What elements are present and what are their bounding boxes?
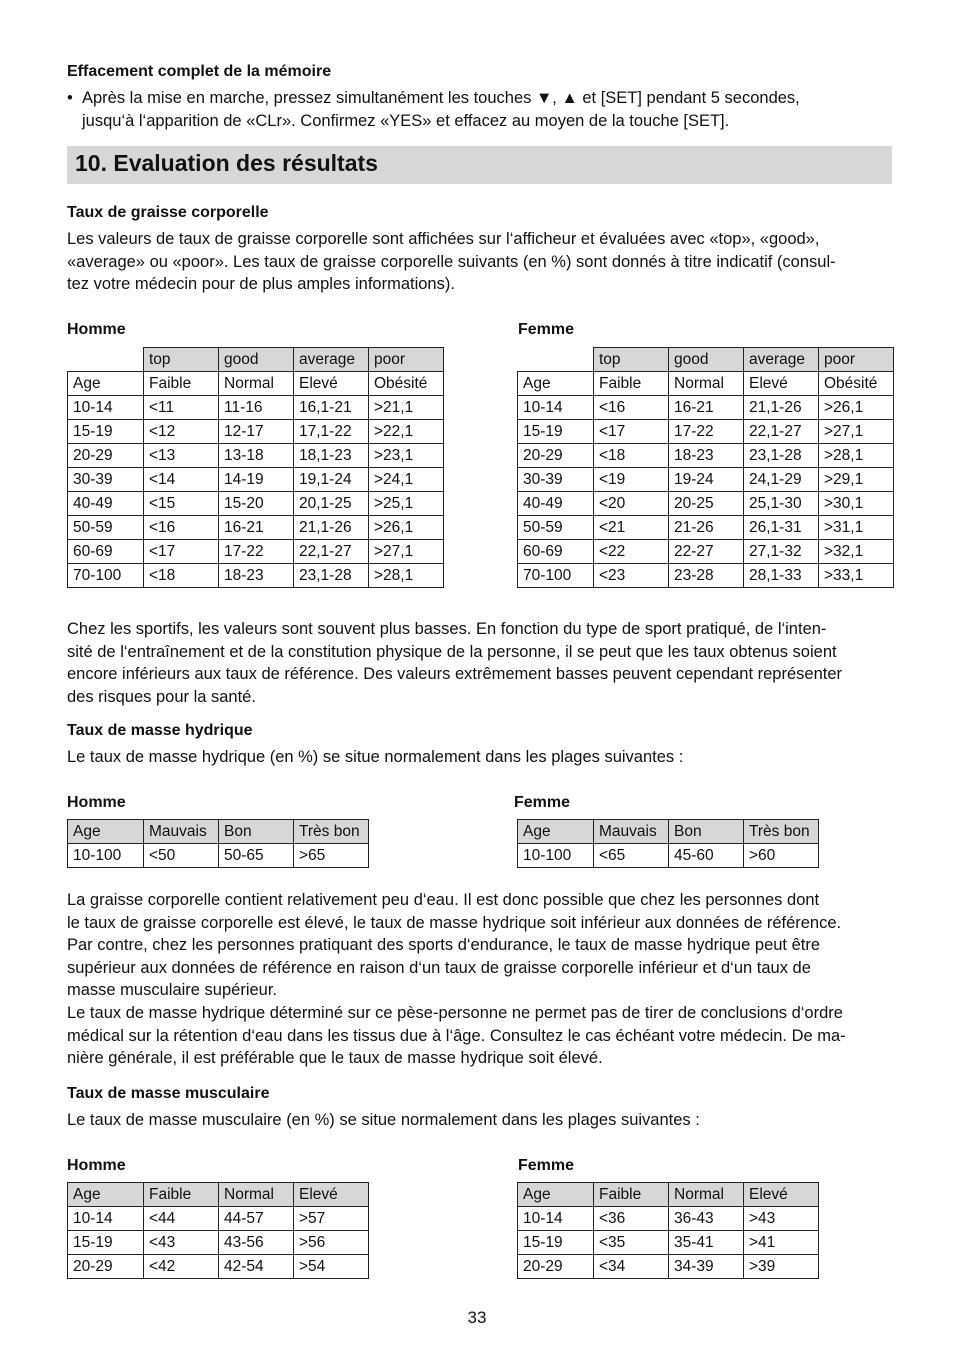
table-cell: good xyxy=(669,348,744,372)
table-cell: good xyxy=(219,348,294,372)
muscle-men-table-body xyxy=(68,1183,369,1279)
table-row xyxy=(68,468,444,492)
table-cell: 16-21 xyxy=(219,516,294,540)
table-cell: <19 xyxy=(594,468,669,492)
table-row xyxy=(518,468,894,492)
table-cell: >54 xyxy=(294,1255,369,1279)
table-cell: <35 xyxy=(594,1231,669,1255)
table-row xyxy=(68,396,444,420)
table-cell: 22,1-27 xyxy=(744,420,819,444)
table-cell: >60 xyxy=(744,844,819,868)
table-header-row xyxy=(68,348,444,372)
table-cell: 17-22 xyxy=(669,420,744,444)
table-cell: 35-41 xyxy=(669,1231,744,1255)
table-row xyxy=(68,1207,369,1231)
table-cell: 13-18 xyxy=(219,444,294,468)
table-cell: Mauvais xyxy=(594,820,669,844)
table-row xyxy=(518,492,894,516)
muscle-men-table xyxy=(67,1182,369,1279)
water-men-label: Homme xyxy=(67,794,126,811)
fat-men-table-body xyxy=(68,348,444,588)
table-cell: <14 xyxy=(144,468,219,492)
water-heading: Taux de masse hydrique xyxy=(67,722,253,739)
table-row xyxy=(518,540,894,564)
muscle-women-table-body xyxy=(518,1183,819,1279)
table-cell: <20 xyxy=(594,492,669,516)
table-cell: <22 xyxy=(594,540,669,564)
table-cell: Très bon xyxy=(744,820,819,844)
water-after-line: La graisse corporelle contient relativement peu d‘eau. Il est donc possible que chez les personnes dont xyxy=(67,891,820,909)
fat-after-line: sité de l‘entraînement et de la constitution physique de la personne, il se peut que les taux obtenus soient xyxy=(67,642,837,661)
table-cell: average xyxy=(744,348,819,372)
table-cell: <36 xyxy=(594,1207,669,1231)
fat-after-paragraph xyxy=(67,618,897,708)
table-cell: Très bon xyxy=(294,820,369,844)
table-cell: 15-19 xyxy=(68,420,144,444)
table-cell: 25,1-30 xyxy=(744,492,819,516)
fat-intro-line: Les valeurs de taux de graisse corporelle sont affichées sur l‘afficheur et évaluées avec «top», «good», xyxy=(67,230,820,248)
table-cell: >65 xyxy=(294,844,369,868)
table-cell: Age xyxy=(68,1183,144,1207)
table-cell: 28,1-33 xyxy=(744,564,819,588)
table-cell: <42 xyxy=(144,1255,219,1279)
table-cell: <17 xyxy=(144,540,219,564)
table-cell: >32,1 xyxy=(819,540,894,564)
table-cell: 44-57 xyxy=(219,1207,294,1231)
table-cell: 15-19 xyxy=(68,1231,144,1255)
table-row xyxy=(518,396,894,420)
table-cell: 30-39 xyxy=(518,468,594,492)
table-cell: 15-19 xyxy=(518,420,594,444)
table-cell: <11 xyxy=(144,396,219,420)
table-row xyxy=(518,844,819,868)
table-cell: 14-19 xyxy=(219,468,294,492)
table-cell: 17-22 xyxy=(219,540,294,564)
table-cell: 45-60 xyxy=(669,844,744,868)
table-header-row xyxy=(68,372,444,396)
table-cell: 15-20 xyxy=(219,492,294,516)
table-cell: 26,1-31 xyxy=(744,516,819,540)
table-cell: >27,1 xyxy=(819,420,894,444)
table-cell: 22,1-27 xyxy=(294,540,369,564)
table-cell: Age xyxy=(518,372,594,396)
table-cell: 23-28 xyxy=(669,564,744,588)
water-intro: Le taux de masse hydrique (en %) se situe normalement dans les plages suivantes : xyxy=(67,748,684,766)
table-cell: >26,1 xyxy=(369,516,444,540)
table-cell: >26,1 xyxy=(819,396,894,420)
fat-intro-line: «average» ou «poor». Les taux de graisse corporelle suivants (en %) sont donnés à titre indicatif (consul- xyxy=(67,252,836,271)
table-cell: 27,1-32 xyxy=(744,540,819,564)
table-cell: <12 xyxy=(144,420,219,444)
table-cell: 40-49 xyxy=(518,492,594,516)
table-cell: 22-27 xyxy=(669,540,744,564)
table-cell: >41 xyxy=(744,1231,819,1255)
table-cell: 10-14 xyxy=(518,1207,594,1231)
table-cell: <15 xyxy=(144,492,219,516)
table-cell: Normal xyxy=(669,372,744,396)
water-men-table-body xyxy=(68,820,369,868)
table-cell: Age xyxy=(68,820,144,844)
water-women-table-body xyxy=(518,820,819,868)
fat-women-table-body xyxy=(518,348,894,588)
table-cell: 36-43 xyxy=(669,1207,744,1231)
table-header-row xyxy=(518,372,894,396)
fat-men-table xyxy=(67,347,444,588)
table-row xyxy=(68,564,444,588)
table-cell: poor xyxy=(819,348,894,372)
water-after-paragraph xyxy=(67,889,897,1070)
table-cell: Faible xyxy=(594,372,669,396)
table-cell: >31,1 xyxy=(819,516,894,540)
muscle-intro: Le taux de masse musculaire (en %) se situe normalement dans les plages suivantes : xyxy=(67,1111,700,1129)
table-cell: 20-29 xyxy=(68,444,144,468)
table-cell: 10-14 xyxy=(518,396,594,420)
table-cell: 20-25 xyxy=(669,492,744,516)
table-cell: <44 xyxy=(144,1207,219,1231)
water-after-line: Par contre, chez les personnes pratiquant des sports d‘endurance, le taux de masse hydrique peut être xyxy=(67,936,821,955)
table-header-row xyxy=(68,1183,369,1207)
table-cell: Bon xyxy=(219,820,294,844)
table-empty-cell xyxy=(518,348,594,372)
table-row xyxy=(518,564,894,588)
table-cell: 50-59 xyxy=(68,516,144,540)
table-cell: top xyxy=(594,348,669,372)
table-cell: 30-39 xyxy=(68,468,144,492)
water-women-table xyxy=(517,819,819,868)
table-cell: Normal xyxy=(219,1183,294,1207)
table-cell: <13 xyxy=(144,444,219,468)
muscle-women-label: Femme xyxy=(518,1157,575,1174)
table-cell: 42-54 xyxy=(219,1255,294,1279)
table-cell: 40-49 xyxy=(68,492,144,516)
table-row xyxy=(518,1231,819,1255)
table-cell: >27,1 xyxy=(369,540,444,564)
water-after-line: Le taux de masse hydrique déterminé sur ce pèse-personne ne permet pas de tirer de conclusions d‘ordre xyxy=(67,1003,843,1022)
table-cell: 10-100 xyxy=(68,844,144,868)
table-cell: Age xyxy=(68,372,144,396)
table-cell: 16,1-21 xyxy=(294,396,369,420)
table-cell: <50 xyxy=(144,844,219,868)
bullet-marker: • xyxy=(67,89,73,107)
table-cell: Elevé xyxy=(294,372,369,396)
table-row xyxy=(518,1207,819,1231)
table-cell: 15-19 xyxy=(518,1231,594,1255)
table-cell: Normal xyxy=(669,1183,744,1207)
table-row xyxy=(68,540,444,564)
table-cell: 19-24 xyxy=(669,468,744,492)
table-cell: >33,1 xyxy=(819,564,894,588)
table-cell: Faible xyxy=(144,372,219,396)
table-cell: <18 xyxy=(594,444,669,468)
fat-women-label: Femme xyxy=(518,321,575,338)
fat-after-line: encore inférieurs aux taux de référence. Des valeurs extrêmement basses peuvent cependant représenter xyxy=(67,665,843,684)
table-cell: 24,1-29 xyxy=(744,468,819,492)
table-cell: 12-17 xyxy=(219,420,294,444)
table-cell: 18-23 xyxy=(219,564,294,588)
table-cell: >43 xyxy=(744,1207,819,1231)
table-row xyxy=(518,1255,819,1279)
table-cell: <23 xyxy=(594,564,669,588)
table-cell: 17,1-22 xyxy=(294,420,369,444)
water-after-line: masse musculaire supérieur. xyxy=(67,981,278,1000)
table-cell: 60-69 xyxy=(68,540,144,564)
table-cell: >24,1 xyxy=(369,468,444,492)
water-men-table xyxy=(67,819,369,868)
section-title-bar xyxy=(67,146,892,184)
table-row xyxy=(68,444,444,468)
table-cell: <17 xyxy=(594,420,669,444)
table-row xyxy=(68,492,444,516)
table-cell: >25,1 xyxy=(369,492,444,516)
table-cell: 10-100 xyxy=(518,844,594,868)
table-cell: Normal xyxy=(219,372,294,396)
fat-intro-line: tez votre médecin pour de plus amples informations). xyxy=(67,275,455,294)
table-row xyxy=(518,516,894,540)
table-cell: 10-14 xyxy=(68,1207,144,1231)
table-cell: 50-65 xyxy=(219,844,294,868)
table-cell: <16 xyxy=(144,516,219,540)
table-cell: 21,1-26 xyxy=(294,516,369,540)
table-cell: 43-56 xyxy=(219,1231,294,1255)
table-cell: >29,1 xyxy=(819,468,894,492)
table-cell: 20-29 xyxy=(518,444,594,468)
table-cell: <34 xyxy=(594,1255,669,1279)
table-cell: 50-59 xyxy=(518,516,594,540)
table-cell: <18 xyxy=(144,564,219,588)
table-row xyxy=(518,420,894,444)
table-cell: 19,1-24 xyxy=(294,468,369,492)
table-cell: >22,1 xyxy=(369,420,444,444)
table-cell: <43 xyxy=(144,1231,219,1255)
table-cell: 23,1-28 xyxy=(744,444,819,468)
table-cell: 34-39 xyxy=(669,1255,744,1279)
table-row xyxy=(68,420,444,444)
table-cell: >21,1 xyxy=(369,396,444,420)
table-cell: 70-100 xyxy=(518,564,594,588)
table-cell: <65 xyxy=(594,844,669,868)
table-cell: 21-26 xyxy=(669,516,744,540)
memory-reset-heading: Effacement complet de la mémoire xyxy=(67,63,332,80)
water-after-line: le taux de graisse corporelle est élevé, le taux de masse hydrique soit inférieur aux données de référence. xyxy=(67,913,842,932)
fat-heading: Taux de graisse corporelle xyxy=(67,204,269,221)
table-row xyxy=(68,1231,369,1255)
section-title: 10. Evaluation des résultats xyxy=(75,150,378,176)
table-cell: Obésité xyxy=(819,372,894,396)
table-cell: Faible xyxy=(144,1183,219,1207)
table-cell: top xyxy=(144,348,219,372)
memory-reset-bullet xyxy=(67,87,897,132)
table-header-row xyxy=(518,820,819,844)
table-cell: 20-29 xyxy=(518,1255,594,1279)
table-cell: Mauvais xyxy=(144,820,219,844)
table-row xyxy=(518,444,894,468)
table-empty-cell xyxy=(68,348,144,372)
table-cell: >39 xyxy=(744,1255,819,1279)
table-cell: Elevé xyxy=(744,1183,819,1207)
table-cell: Age xyxy=(518,1183,594,1207)
water-after-line: nière générale, il est préférable que le taux de masse hydrique soit élevé. xyxy=(67,1049,603,1068)
muscle-men-label: Homme xyxy=(67,1157,126,1174)
table-header-row xyxy=(518,348,894,372)
table-cell: >28,1 xyxy=(369,564,444,588)
table-cell: Age xyxy=(518,820,594,844)
table-cell: 20-29 xyxy=(68,1255,144,1279)
table-header-row xyxy=(518,1183,819,1207)
table-row xyxy=(68,516,444,540)
table-cell: 18-23 xyxy=(669,444,744,468)
table-cell: <16 xyxy=(594,396,669,420)
table-cell: 70-100 xyxy=(68,564,144,588)
table-cell: Obésité xyxy=(369,372,444,396)
muscle-heading: Taux de masse musculaire xyxy=(67,1085,270,1102)
water-women-label: Femme xyxy=(514,794,571,811)
table-cell: <21 xyxy=(594,516,669,540)
memory-reset-line: jusqu‘à l‘apparition de «CLr». Confirmez «YES» et effacez au moyen de la touche [SET]. xyxy=(82,111,730,130)
table-cell: >56 xyxy=(294,1231,369,1255)
table-cell: Faible xyxy=(594,1183,669,1207)
table-cell: 20,1-25 xyxy=(294,492,369,516)
table-row xyxy=(68,1255,369,1279)
table-cell: 23,1-28 xyxy=(294,564,369,588)
table-cell: Elevé xyxy=(744,372,819,396)
table-row xyxy=(68,844,369,868)
fat-men-label: Homme xyxy=(67,321,126,338)
table-cell: 10-14 xyxy=(68,396,144,420)
table-header-row xyxy=(68,820,369,844)
fat-after-line: des risques pour la santé. xyxy=(67,687,256,706)
fat-intro xyxy=(67,228,897,296)
water-after-line: médical sur la rétention d‘eau dans les tissus due à l‘âge. Consultez le cas échéant votre médecin. De ma- xyxy=(67,1026,846,1045)
muscle-women-table xyxy=(517,1182,819,1279)
table-cell: >30,1 xyxy=(819,492,894,516)
table-cell: >23,1 xyxy=(369,444,444,468)
table-cell: poor xyxy=(369,348,444,372)
table-cell: 16-21 xyxy=(669,396,744,420)
table-cell: 60-69 xyxy=(518,540,594,564)
page-number: 33 xyxy=(467,1308,487,1327)
table-cell: 18,1-23 xyxy=(294,444,369,468)
memory-reset-line: Après la mise en marche, pressez simultanément les touches ▼, ▲ et [SET] pendant 5 secondes, xyxy=(82,89,800,107)
table-cell: 11-16 xyxy=(219,396,294,420)
water-after-line: supérieur aux données de référence en raison d‘un taux de graisse corporelle inférieur et d‘un taux de xyxy=(67,958,811,977)
fat-women-table xyxy=(517,347,894,588)
table-cell: average xyxy=(294,348,369,372)
fat-after-line: Chez les sportifs, les valeurs sont souvent plus basses. En fonction du type de sport pratiqué, de l‘inten- xyxy=(67,620,827,638)
table-cell: >57 xyxy=(294,1207,369,1231)
table-cell: >28,1 xyxy=(819,444,894,468)
table-cell: Elevé xyxy=(294,1183,369,1207)
table-cell: Bon xyxy=(669,820,744,844)
table-cell: 21,1-26 xyxy=(744,396,819,420)
